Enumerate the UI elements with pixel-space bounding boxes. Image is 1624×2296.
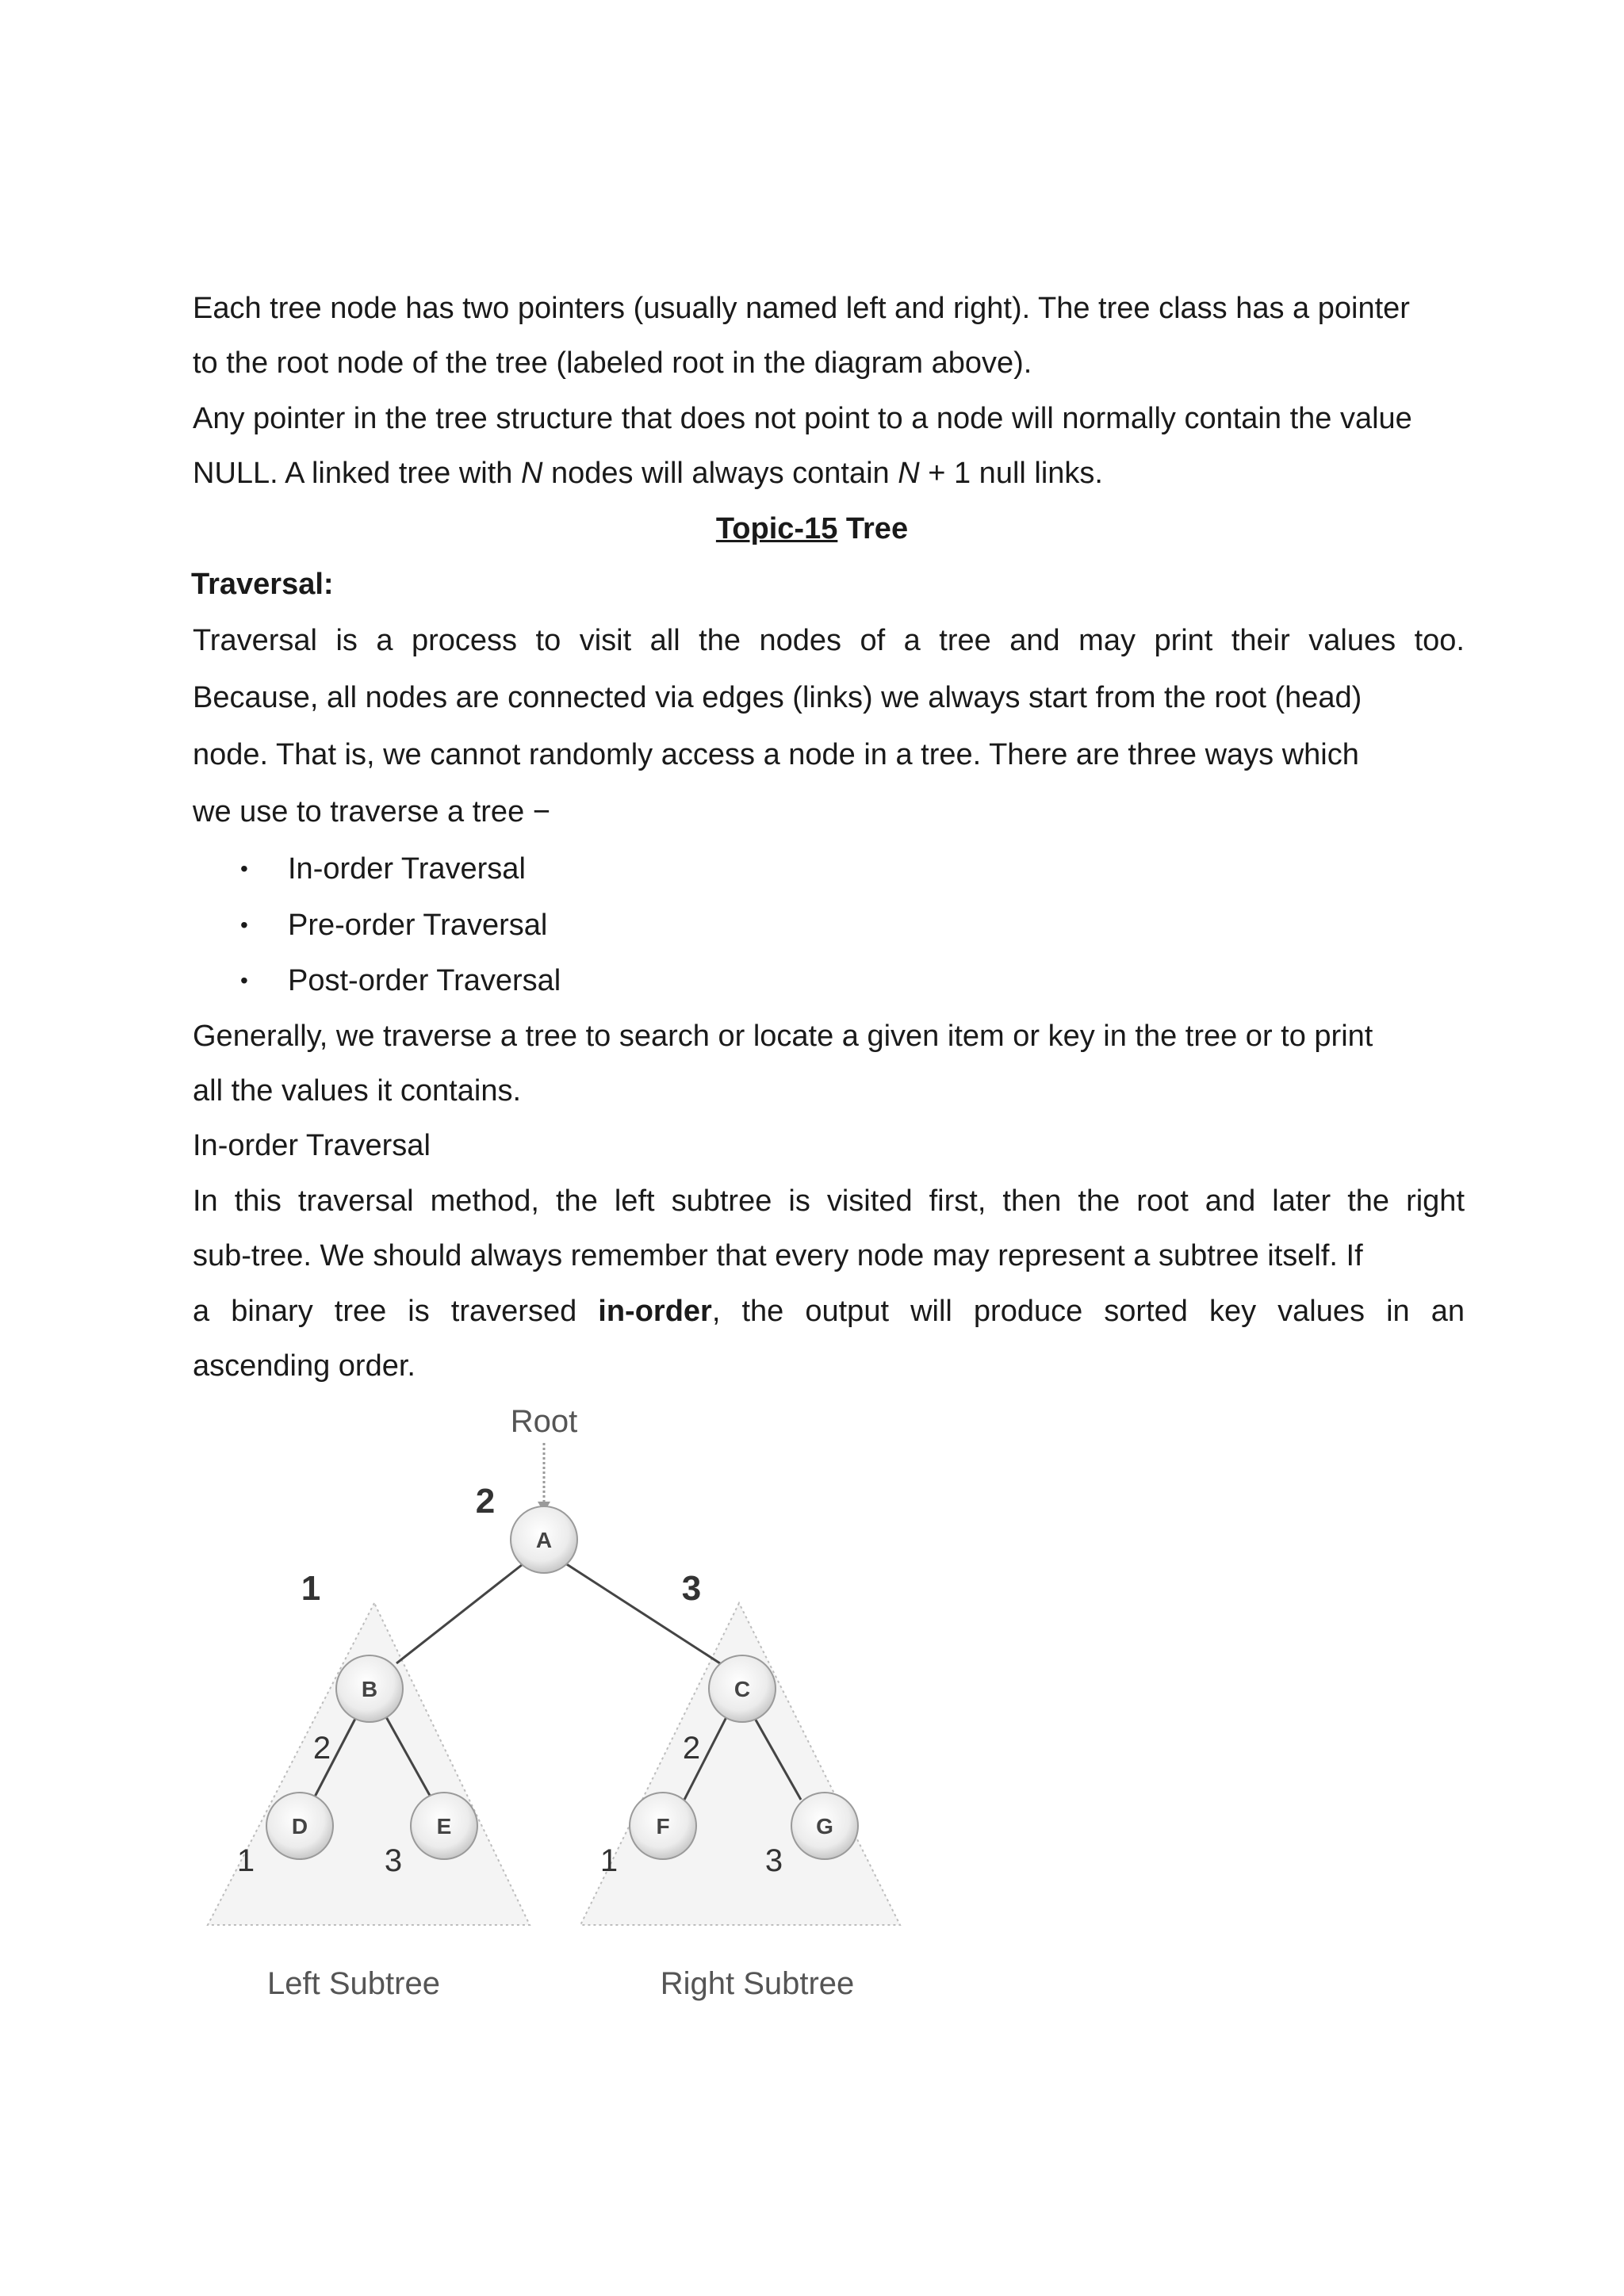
text-span: a binary tree is traversed <box>193 1295 599 1328</box>
paragraph-1-line-1: Each tree node has two pointers (usually named left and right). The tree class has a pointer <box>193 292 1410 325</box>
order-label-g: 3 <box>764 1843 783 1878</box>
inorder-para-line-1: In this traversal method, the left subtree is visited first, then the root and later the right <box>193 1184 1465 1218</box>
inorder-para-line-4: ascending order. <box>193 1349 416 1383</box>
text-span: , the output will produce sorted key values in an <box>711 1295 1465 1328</box>
order-label-right-subtree: 3 <box>681 1569 702 1608</box>
bold-text: in-order <box>598 1295 712 1328</box>
node-e-label: E <box>436 1814 452 1839</box>
node-a <box>511 1506 577 1573</box>
text-span: nodes will always contain <box>542 457 898 490</box>
node-c <box>709 1655 776 1722</box>
order-label-f: 1 <box>599 1843 619 1878</box>
topic-heading <box>0 511 1624 547</box>
order-label-c: 2 <box>682 1731 701 1766</box>
list-item: In-order Traversal <box>288 852 526 886</box>
bullet-marker: • <box>240 913 248 937</box>
traversal-para-line-3: node. That is, we cannot randomly access a node in a tree. There are three ways which <box>193 738 1359 771</box>
traversal-para-line-4: we use to traverse a tree − <box>193 795 550 828</box>
list-item: Post-order Traversal <box>288 964 561 997</box>
bullet-marker: • <box>240 968 248 993</box>
inorder-heading: In-order Traversal <box>193 1129 431 1162</box>
inorder-para-line-3 <box>193 1293 1465 1330</box>
node-e <box>411 1793 477 1859</box>
node-f <box>630 1793 696 1859</box>
italic-n: N <box>898 457 920 490</box>
inorder-para-line-2: sub-tree. We should always remember that every node may represent a subtree itself. If <box>193 1239 1363 1272</box>
root-label: Root <box>510 1404 578 1439</box>
right-subtree-label: Right Subtree <box>660 1966 855 2001</box>
order-label-left-subtree: 1 <box>301 1569 321 1608</box>
text-span: + 1 null links. <box>919 457 1103 490</box>
paragraph-2-line-2 <box>193 455 1103 492</box>
left-subtree-triangle <box>208 1603 530 1925</box>
traversal-para-line-1: Traversal is a process to visit all the nodes of a tree and may print their values too. <box>193 624 1465 657</box>
order-label-d: 1 <box>236 1843 255 1878</box>
general-para-line-1: Generally, we traverse a tree to search or locate a given item or key in the tree or to print <box>193 1020 1373 1053</box>
italic-n: N <box>521 457 543 490</box>
traversal-para-line-2: Because, all nodes are connected via edges (links) we always start from the root (head) <box>193 681 1362 714</box>
node-c-label: C <box>733 1677 751 1701</box>
node-a-label: A <box>535 1528 553 1552</box>
node-d-label: D <box>291 1814 308 1839</box>
bullet-marker: • <box>240 856 248 881</box>
general-para-line-2: all the values it contains. <box>193 1074 522 1108</box>
edge-a-b <box>396 1562 526 1663</box>
order-label-root: 2 <box>475 1482 496 1521</box>
paragraph-2-line-1: Any pointer in the tree structure that does not point to a node will normally contain the value <box>193 402 1412 435</box>
node-b-label: B <box>361 1677 378 1701</box>
order-label-e: 3 <box>384 1843 403 1878</box>
node-d <box>266 1793 333 1859</box>
text-span: NULL. A linked tree with <box>193 457 521 490</box>
right-subtree-triangle <box>580 1603 900 1925</box>
topic-title: Tree <box>837 512 909 545</box>
node-b <box>336 1655 403 1722</box>
list-item: Pre-order Traversal <box>288 909 548 942</box>
node-g <box>791 1793 858 1859</box>
order-label-b: 2 <box>312 1731 331 1766</box>
inorder-tree-diagram <box>198 1395 912 2014</box>
paragraph-1-line-2: to the root node of the tree (labeled root in the diagram above). <box>193 346 1032 380</box>
topic-label: Topic-15 <box>715 512 838 545</box>
traversal-heading: Traversal: <box>191 568 334 601</box>
node-g-label: G <box>816 1814 833 1839</box>
left-subtree-label: Left Subtree <box>267 1966 440 2001</box>
node-f-label: F <box>656 1814 670 1839</box>
